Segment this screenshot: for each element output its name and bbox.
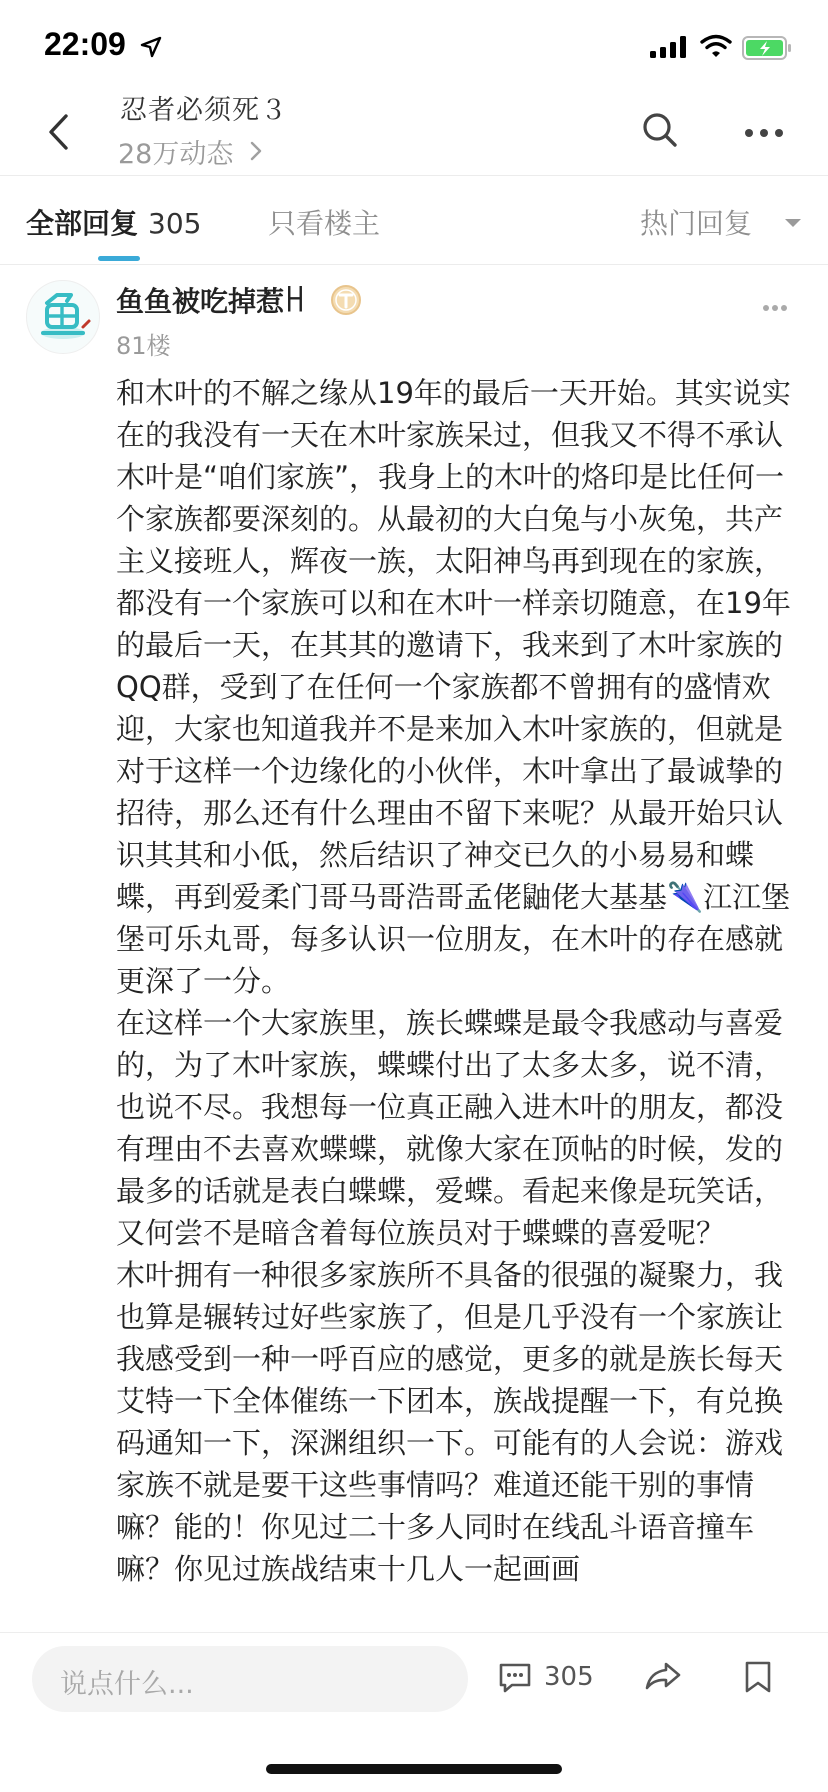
sort-dropdown[interactable]: 热门回复	[640, 207, 753, 240]
caret-down-icon[interactable]	[784, 218, 802, 228]
tab-all-label: 全部回复	[26, 207, 139, 240]
comment-input[interactable]	[32, 1646, 468, 1712]
reply-tabs	[0, 176, 828, 264]
forum-subtitle[interactable]	[118, 132, 262, 171]
search-icon[interactable]	[640, 110, 680, 150]
forum-subtitle-text: 28万动态	[118, 139, 234, 170]
nav-header	[0, 88, 828, 176]
share-icon[interactable]	[644, 1660, 682, 1692]
battery-icon	[742, 36, 792, 60]
post-paragraph: 和木叶的不解之缘从19年的最后一天开始。其实说实在的我没有一天在木叶家族呆过，但我又不得不承认木叶是“咱们家族”，我身上的木叶的烙印是比任何一个家族都要深刻的。从最初的大白兔与小灰兔，共产主义接班人，辉夜一族，太阳神鸟再到现在的家族，都没有一个家族可以和在木叶一样亲切随意，在19年的最后一天，在其其的邀请下，我来到了木叶家族的QQ群，受到了在任何一个家族都不曾拥有的盛情欢迎，大家也知道我并不是来加入木叶家族的，但就是对于这样一个边缘化的小伙伴，木叶拿出了最诚挚的招待，那么还有什么理由不留下来呢？从最开始只认识其其和小低，然后结识了神交已久的小易易和蝶蝶，再到爱柔门哥马哥浩哥孟佬鼬佬大基基🌂江江堡堡可乐丸哥，每多认识一位朋友，在木叶的存在感就更深了一分。	[116, 376, 791, 998]
comment-icon[interactable]	[498, 1662, 532, 1694]
avatar[interactable]	[26, 280, 100, 354]
reply-count[interactable]: 305	[544, 1662, 594, 1692]
status-bar	[0, 0, 828, 100]
tab-all-replies[interactable]	[26, 202, 201, 242]
divider	[0, 264, 828, 265]
avatar-icon	[27, 281, 99, 353]
tab-all-count: 305	[148, 207, 202, 240]
signal-icon	[650, 36, 688, 58]
forum-title[interactable]: 忍者必须死３	[120, 95, 288, 126]
more-icon[interactable]	[744, 128, 784, 138]
active-tab-indicator	[98, 256, 140, 261]
status-time: 22:09	[44, 26, 126, 62]
location-arrow-icon	[140, 36, 162, 58]
floor-number: 81楼	[116, 332, 171, 360]
divider	[0, 1632, 828, 1633]
tab-only-op[interactable]: 只看楼主	[268, 207, 381, 240]
post-content	[116, 372, 810, 1624]
post-more-icon[interactable]	[762, 304, 788, 312]
comment-placeholder: 说点什么...	[60, 1669, 194, 1700]
bookmark-icon[interactable]	[744, 1660, 772, 1694]
post-paragraph: 木叶拥有一种很多家族所不具备的很强的凝聚力，我也算是辗转过好些家族了，但是几乎没有一个家族让我感受到一种一呼百应的感觉，更多的就是族长每天艾特一下全体催练一下团本，族战提醒一下，有兑换码通知一下，深渊组织一下。可能有的人会说：游戏家族不就是要干这些事情吗？难道还能干别的事情嘛？能的！你见过二十多人同时在线乱斗语音撞车嘛？你见过族战结束十几人一起画画	[116, 1258, 784, 1586]
home-indicator	[266, 1764, 562, 1774]
level-badge-icon	[330, 284, 362, 316]
chevron-right-icon	[250, 141, 262, 161]
back-icon[interactable]	[46, 112, 70, 152]
post-paragraph: 在这样一个大家族里，族长蝶蝶是最令我感动与喜爱的，为了木叶家族，蝶蝶付出了太多太多，说不清，也说不尽。我想每一位真正融入进木叶的朋友，都没有理由不去喜欢蝶蝶，就像大家在顶帖的时候，发的最多的话就是表白蝶蝶，爱蝶。看起来像是玩笑话，又何尝不是暗含着每位族员对于蝶蝶的喜爱呢？	[116, 1006, 784, 1250]
wifi-icon	[700, 34, 732, 58]
username[interactable]: 鱼鱼被吃掉惹ꀿ	[116, 285, 306, 318]
